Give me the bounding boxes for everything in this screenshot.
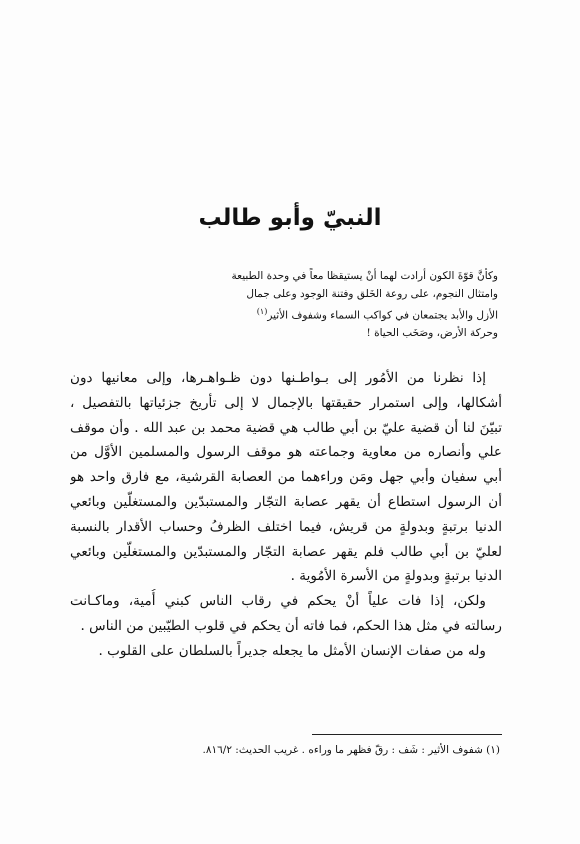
footnote-reference[interactable]: (١) bbox=[256, 307, 268, 316]
epigraph bbox=[78, 268, 498, 343]
chapter-title: النبيّ وأبو طالب bbox=[198, 205, 382, 231]
paragraph-line: الدنيا برتبةٍ وبدولةٍ من الأسرة الأمُوية . bbox=[290, 568, 502, 585]
epigraph-line: وامتثال النجوم، على روعة الخَلق وفتنة الوجود وعلى جمال bbox=[246, 287, 498, 300]
epigraph-line bbox=[78, 303, 498, 325]
paragraph-line: أبي سفيان وأبي جهل ومَن وراءهما من العصابة القرشية، مع فارق واحد هو bbox=[70, 469, 502, 486]
paragraph-line: علي وأنصاره من معاوية وجماعته هو موقف الرسول والمسلمين الأوَّل من bbox=[70, 444, 502, 461]
paragraph-line: وله من صفات الإنسان الأمثل ما يجعله جديراً بالسلطان على القلوب . bbox=[98, 642, 486, 659]
paragraph-line: أشكالها، وإلى استمرار حقيقتها بالإجمال لا إلى تأريخ جزئياتها بالتفصيل ، bbox=[70, 394, 502, 411]
paragraph-line: ولكن، إذا فات علياً أنْ يحكم في رقاب الناس كبني أُمية، وماكـانت bbox=[70, 593, 486, 610]
paragraph-line: لعليّ بن أبي طالب فلم يقهر عصابة التجّار والمستبدّين والمستغلّين وبائعي bbox=[70, 543, 502, 560]
paragraph-line: رسالته في مثل هذا الحكم، فما فاته أن يحكم في قلوب الطيّبين من الناس . bbox=[80, 617, 502, 634]
footnote-divider bbox=[312, 734, 502, 735]
epigraph-line-text: الأزل والأبد يجتمعان في كواكب السماء وشفوف الأثير bbox=[267, 309, 498, 322]
paragraph-line: تبيّنَ لنا أن قضية عليّ بن أبي طالب هي قضية محمد بن عبد الله . وأن موقف bbox=[70, 419, 502, 436]
epigraph-line: وحركة الأرض، وصَخَب الحياة ! bbox=[366, 327, 498, 339]
paragraph-line: إذا نظرنا من الأمُور إلى بـواطـنها دون ظـواهـرها، وإلى معانيها دون bbox=[70, 370, 486, 386]
paragraph-line: الدنيا برتبةٍ وبدولةٍ من قريش، فيما اختلف الظرفُ وحساب الأقدار بالنسبة bbox=[70, 518, 502, 535]
body-text bbox=[70, 366, 502, 664]
footnote: (١) شفوف الأثير : شَف : رقّ فظهر ما وراءه . غريب الحديث: ٨١٦/٢. bbox=[202, 744, 500, 756]
paragraph-line: أن الرسول استطاع أن يقهر عصابة التجّار والمستبدّين والمستغلّين وبائعي bbox=[70, 493, 502, 510]
epigraph-line: وكأنَّ قوّةَ الكون أرادت لهما أنْ يستيقظا معاً في وحدة الطبيعة bbox=[231, 270, 498, 282]
